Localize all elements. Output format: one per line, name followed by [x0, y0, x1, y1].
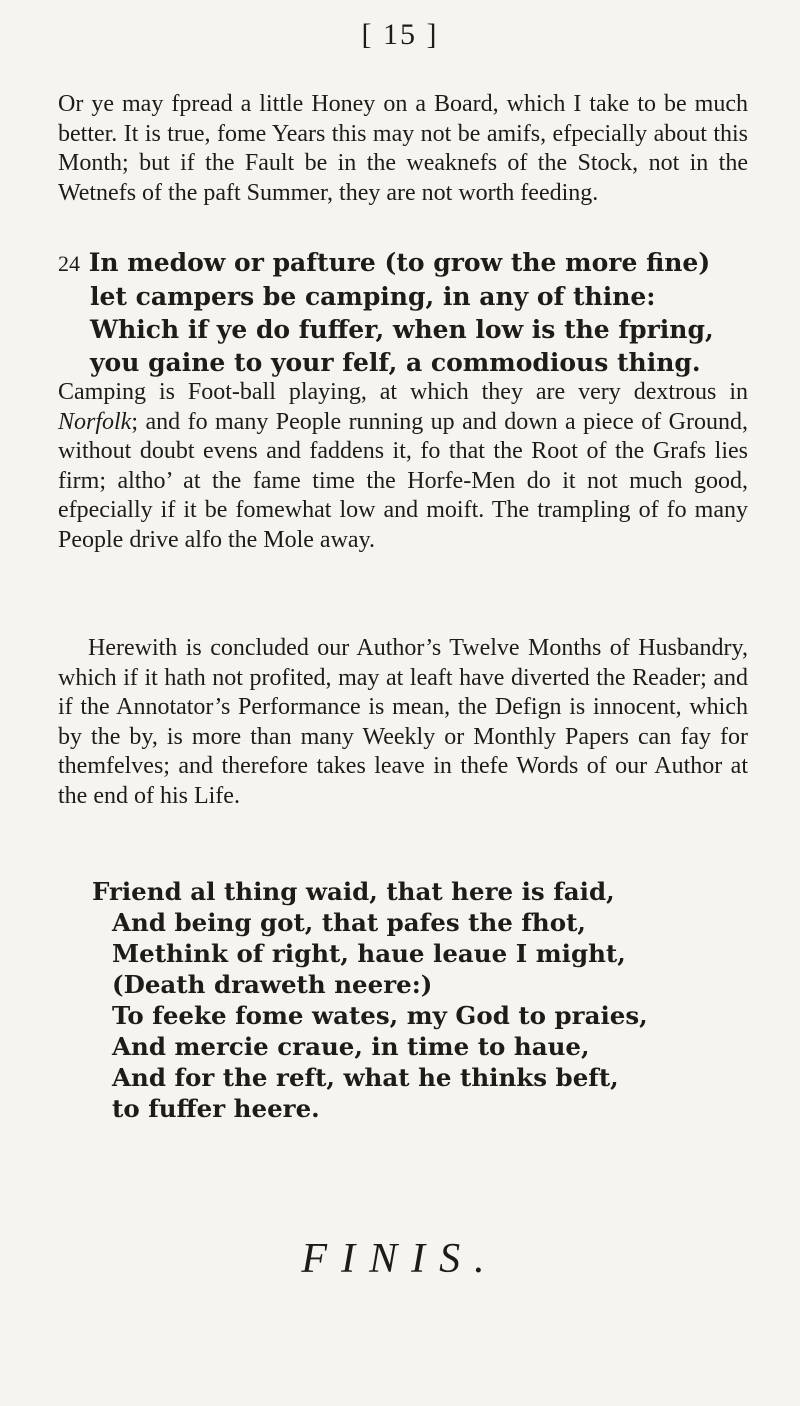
verse-line-8: to fuffer heere.	[112, 1094, 320, 1123]
entry-number: 24	[58, 251, 80, 276]
camping-text: Camping is Foot-ball playing, at which they are very dextrous in Norfolk; and fo many People running up and down a piece of Ground, without doubt evens and faddens it, fo that the Root of the Grafs lies firm; altho’ at the fame time the Horfe-Men do it not much good, efpecially if it be fomewhat low and moift. The trampling of fo many People drive alfo the Mole away.	[58, 379, 748, 553]
verse-line-6: And mercie craue, in time to haue,	[112, 1032, 590, 1061]
verse-line-1: Friend al thing waid, that here is faid,	[92, 877, 615, 906]
entry-line-4: you gaine to your felf, a commodious thing.	[90, 348, 701, 377]
blackletter-entry	[58, 246, 758, 379]
entry-line-2: let campers be camping, in any of thine:	[90, 282, 656, 311]
paragraph-camping	[58, 378, 748, 555]
verse-line-3: Methink of right, haue leaue I might,	[112, 939, 626, 968]
place-name-norfolk: Norfolk	[58, 408, 132, 435]
paragraph-conclusion: Herewith is concluded our Author’s Twelve Months of Husbandry, which if it hath not profited, may at leaft have diverted the Reader; and if the Annotator’s Performance is mean, the Defign is innocent, which by the by, is more than many Weekly or Monthly Papers can fay for themfelves; and therefore takes leave in thefe Words of our Author at the end of his Life.	[58, 635, 748, 809]
page-number: [ 15 ]	[361, 18, 439, 51]
paragraph-honey: Or ye may fpread a little Honey on a Board, which I take to be much better. It is true, fome Years this may not be amifs, efpecially about this Month; but if the Fault be in the weaknefs of the Stock, not in the Wetnefs of the paft Summer, they are not worth feeding.	[58, 91, 748, 206]
entry-line-3: Which if ye do fuffer, when low is the fpring,	[90, 315, 714, 344]
entry-line-1: 24 In medow or pafture (to grow the more fine)	[58, 248, 711, 277]
verse-line-5: To feeke fome wates, my God to praies,	[112, 1001, 648, 1030]
verse-line-7: And for the reft, what he thinks beft,	[112, 1063, 619, 1092]
finis-heading: FINIS.	[301, 1236, 499, 1282]
verse-line-4: (Death draweth neere:)	[112, 970, 433, 999]
closing-verse	[92, 876, 752, 1124]
verse-line-2: And being got, that pafes the fhot,	[112, 908, 586, 937]
